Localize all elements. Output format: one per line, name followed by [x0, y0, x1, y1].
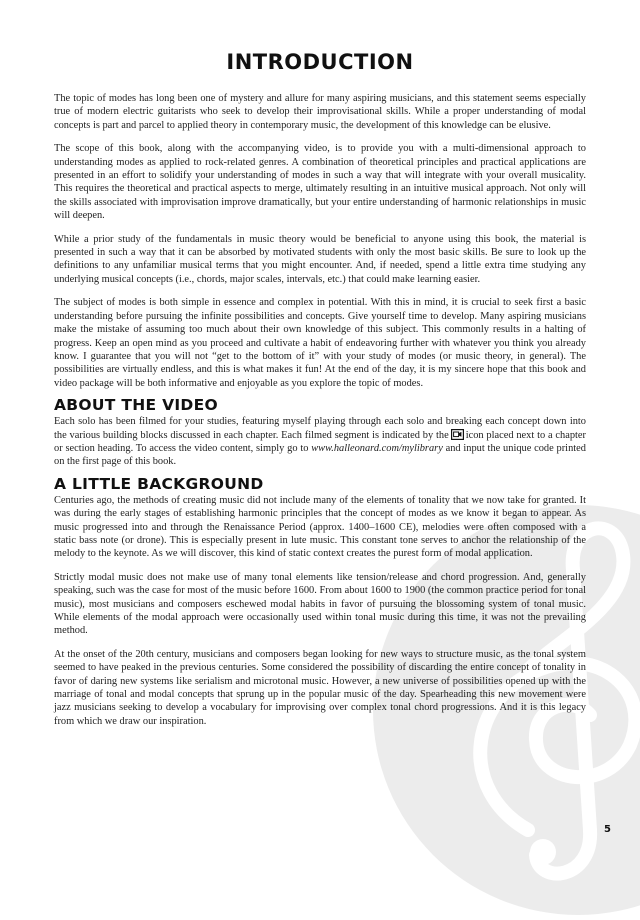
about-video-heading: ABOUT THE VIDEO [54, 396, 218, 415]
page-number: 5 [604, 824, 611, 835]
about-video-section [54, 396, 586, 469]
background-paragraph-1: Centuries ago, the methods of creating music did not include many of the elements of tonality that we now take for granted. It was during the early stages of establishing harmonic principles that the concept of modes as we know it began to appear. As music progressed into and through the Renaissance Period (approx. 1400–1600 CE), melodies were often composed with a static bass note (or drone). This is especially present in lute music. This constant tone serves to anchor the relationship of the melody to the keynote. As we will discover, this kind of static context creates the purest form of modal application. [54, 494, 586, 560]
video-text-before-icon: Each solo has been filmed for your studies, featuring myself playing through each solo and breaking each concept down into the various building blocks discussed in each chapter. Each filmed segment is indicated by the [54, 416, 586, 441]
video-text-after-url: and input the unique code printed on the first page of this book. [54, 442, 586, 468]
background-paragraph-3: At the onset of the 20th century, musicians and composers began looking for new ways to structure music, as the tonal system seemed to have peaked in the previous centuries. Some considered the possibility of discarding the entire concept of tonality in favor of daring new systems like serialism and microtonal music. However, a new universe of possibilities opened up with the marriage of tonal and modal concepts that sprung up in the popular music of the day. Spearheading this new movement were jazz musicians seeking to develop a vocabulary for improvising over complex tonal chord progressions. And it is this legacy from which we draw our inspiration. [54, 648, 586, 727]
background-heading: A LITTLE BACKGROUND [54, 474, 264, 493]
page-content [54, 50, 586, 738]
page-title: INTRODUCTION [226, 50, 414, 74]
video-camera-icon [451, 429, 464, 440]
intro-paragraph-4: The subject of modes is both simple in essence and complex in potential. With this in mind, it is crucial to seek first a basic understanding before pursuing the infinite possibilities and concepts. Give yourself time to develop. Many aspiring musicians make the mistake of assuming too much about their own knowledge of this subject. This commonly results in a halting of progress. Keep an open mind as you proceed and cultivate a habit of endeavoring further with whatever you think you already know. I guarantee that you will not “get to the bottom of it” with your study of modes (or music theory, in general). The possibilities are virtually endless, and this is what makes it fun! At the end of the day, it is my sincere hope that this book and video package will be both informative and enjoyable as you explore the topic of modes. [54, 297, 586, 389]
background-section [54, 475, 586, 729]
mylibrary-link[interactable]: www.halleonard.com/mylibrary [311, 442, 443, 454]
about-video-paragraph [54, 415, 586, 469]
intro-section [54, 92, 586, 390]
background-paragraph-2: Strictly modal music does not make use of many tonal elements like tension/release and chord progression. And, generally speaking, such was the case for most of the music before 1600. From about 1600 to 1900 (the common practice period for tonal music), most musicians and composers eschewed modal habits in favor of pursuing the blossoming system of tonal music. While elements of the modal approach were occasionally used within tonal music during this time, it was not the prevailing method. [54, 571, 586, 637]
video-text-after-icon: icon placed next to a chapter or section heading. To access the video content, simply go to [54, 429, 586, 454]
intro-paragraph-1: The topic of modes has long been one of mystery and allure for many aspiring musicians, and this statement seems especially true of modern electric guitarists who seek to develop their improvisational skills. While a proper understanding of modal concepts is part and parcel to applied theory in contemporary music, the development of this knowledge can be elusive. [54, 93, 586, 131]
intro-paragraph-3: While a prior study of the fundamentals in music theory would be beneficial to anyone using this book, the material is presented in such a way that it can be absorbed by motivated students with only the most basic skills. Be sure to look up the definitions to any unfamiliar musical terms that you might encounter. And, if needed, spend a little extra time studying any underlying musical concepts (i.e., chords, major scales, intervals, etc.) that could make learning easier. [54, 233, 586, 285]
intro-paragraph-2: The scope of this book, along with the accompanying video, is to provide you with a multi-dimensional approach to understanding modes as applied to rock-related genres. A combination of theoretical principles and practical applications are presented in an effort to solidify your understanding of modes in such a way that will integrate with your overall musicality. This requires the theoretical and practical aspects to merge, ultimately resulting in an intuitive musical approach. Not only will the skills associated with improvisation improve dramatically, but your entire understanding of harmonic relationships in music will deepen. [54, 143, 586, 222]
